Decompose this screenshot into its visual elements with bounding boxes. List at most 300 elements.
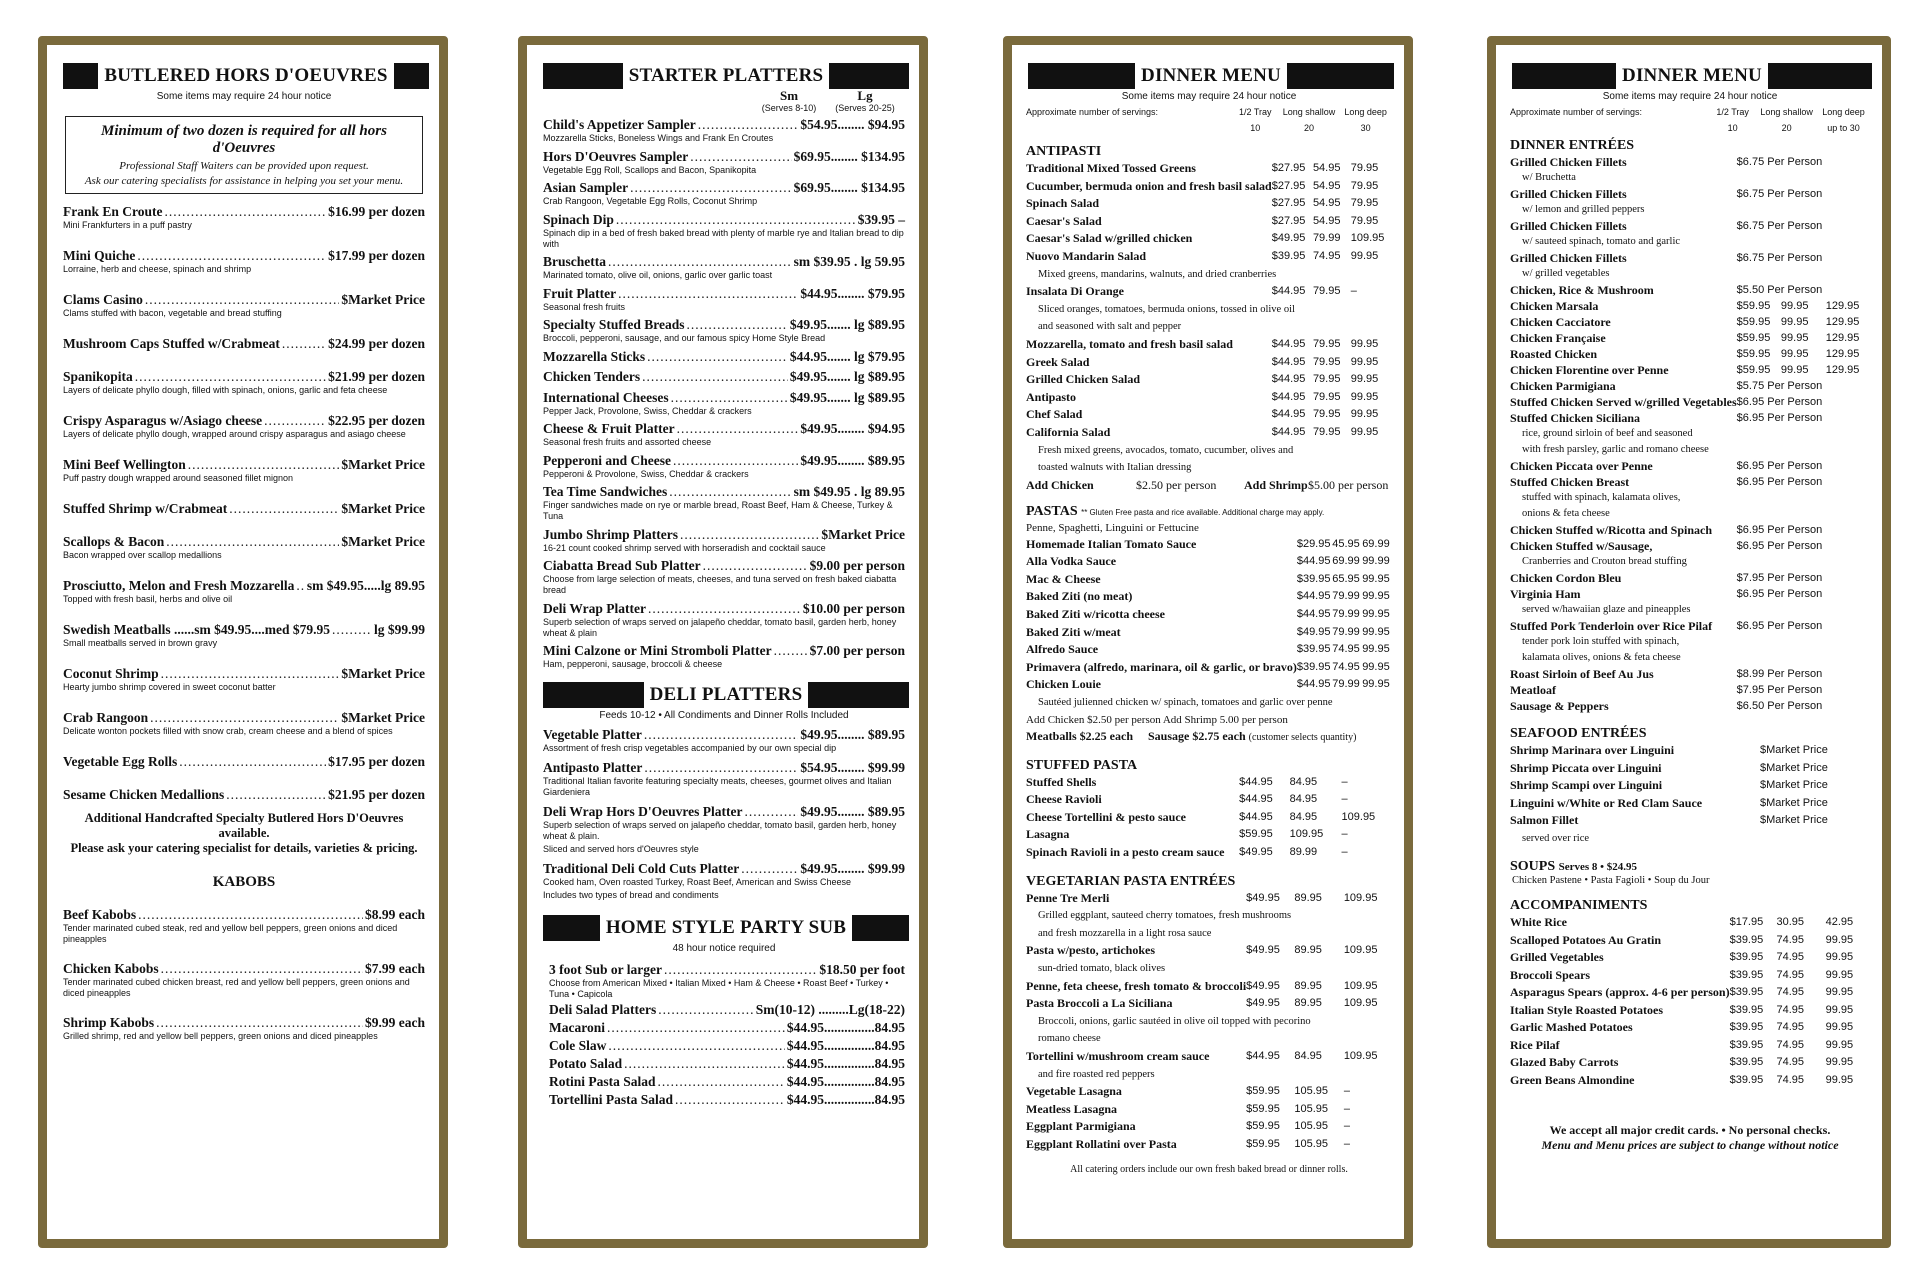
row-price: 79.95 [1312, 425, 1341, 438]
menu-item-price: lg $99.99 [373, 622, 425, 637]
menu-item [543, 349, 905, 365]
row-note: Mixed greens, mandarins, walnuts, and dried cranberries [1038, 268, 1277, 280]
row-name: Chicken Cacciatore [1510, 315, 1611, 329]
kabob-list [61, 907, 427, 1042]
leader-dots [675, 1092, 785, 1108]
row-name: Chicken Parmigiana [1510, 379, 1616, 393]
menu-item-name: Fruit Platter [543, 285, 617, 301]
menu-item-name: Spinach Dip [543, 211, 614, 227]
row-price: 99.95 [1780, 316, 1809, 328]
row-price: 74.95 [1332, 643, 1360, 656]
panel-hors-doeuvres [38, 36, 448, 1248]
row-price: 74.95 [1332, 660, 1360, 673]
row-name: Nuovo Mandarin Salad [1026, 248, 1147, 263]
menu-item-price: $69.95........ $134.95 [793, 148, 905, 164]
menu-item-line [63, 501, 425, 517]
menu-item-line [543, 861, 905, 877]
row-price: $7.95 Per Person [1736, 684, 1823, 696]
row-name: Italian Style Roasted Potatoes [1510, 1002, 1663, 1017]
row-name: Chef Salad [1026, 407, 1083, 422]
row-price: $17.95 [1729, 916, 1764, 928]
menu-item [543, 180, 905, 207]
row-price: 84.95 [1289, 775, 1318, 788]
menu-item [63, 787, 425, 803]
servings-header: Approximate number of servings: 1/2 Tray 10 Long shallow 20 Long deep up to 30 [1510, 107, 1865, 133]
panel-title: STARTER PLATTERS [628, 65, 824, 86]
row-price: 74.95 [1776, 933, 1804, 946]
menu-item-price: $22.95 per dozen [328, 413, 425, 428]
leader-dots [137, 248, 326, 264]
row-name: Penne Tre Merli [1026, 890, 1110, 905]
row-name: Eggplant Rollatini over Pasta [1026, 1136, 1177, 1151]
soups-title: SOUPS Serves 8 • $24.95 [1510, 859, 1638, 874]
menu-item-desc: Broccoli, pepperoni, sausage, and our famous spicy Home Style Bread [543, 333, 826, 343]
row-name: Glazed Baby Carrots [1510, 1055, 1619, 1069]
row-price: 99.95 [1825, 986, 1854, 998]
table-row [1026, 1030, 1392, 1048]
menu-item-desc: Includes two types of bread and condiments [543, 890, 719, 900]
leader-dots [644, 760, 798, 776]
veg-pasta-table [1026, 890, 1392, 1154]
menu-item-line [543, 453, 905, 469]
menu-item [543, 254, 905, 281]
table-row [1026, 424, 1392, 442]
menu-item-desc: Finger sandwiches made on rye or marble bread, Roast Beef, Ham & Cheese, Turkey & Tuna [543, 500, 893, 521]
menu-item-price: $49.95........ $89.95 [800, 452, 905, 468]
row-name: Penne, feta cheese, fresh tomato & broccoli [1026, 978, 1247, 993]
pastas-title: PASTAS ** Gluten Free pasta and rice available. Additional charge may apply. [1026, 503, 1325, 519]
table-row [1510, 967, 1870, 985]
party-sub-title: HOME STYLE PARTY SUB [605, 917, 847, 938]
menu-item-name: Prosciutto, Melon and Fresh Mozzarella [63, 578, 295, 593]
table-row [1510, 394, 1870, 410]
leader-dots [744, 804, 798, 820]
row-name: Baked Ziti w/meat [1026, 624, 1121, 639]
row-price: 74.95 [1776, 1056, 1804, 1068]
menu-item-price: $21.99 per dozen [328, 369, 425, 384]
menu-item-desc: Lorraine, herb and cheese, spinach and shrimp [63, 264, 252, 274]
row-price: 79.99 [1332, 608, 1360, 621]
menu-item-price: $49.95........ $94.95 [800, 421, 905, 436]
leader-dots [226, 787, 326, 803]
row-price: 79.95 [1312, 355, 1341, 368]
menu-item-line [543, 760, 905, 776]
soups-list: Chicken Pastene • Pasta Fagioli • Soup du Jour [1512, 875, 1710, 886]
row-note: romano cheese [1038, 1033, 1101, 1045]
leader-dots [229, 501, 339, 517]
row-price: 30.95 [1776, 916, 1804, 928]
menu-item [63, 710, 425, 737]
row-name: Chicken Cordon Bleu [1510, 571, 1622, 585]
row-price: 45.95 [1332, 537, 1360, 550]
row-name: Stuffed Chicken Breast [1510, 475, 1630, 489]
add-protein-row: Add Chicken $2.50 per person Add Shrimp $5.00 per person [1026, 477, 1389, 492]
menu-item-price: $49.95........ $89.95 [800, 727, 905, 742]
row-note: rice, ground sirloin of beef and seasoned [1522, 428, 1693, 439]
menu-item-desc: Small meatballs served in brown gravy [63, 638, 218, 648]
table-row [1510, 698, 1870, 714]
menu-item-line [549, 1002, 905, 1018]
row-price: 54.95 [1312, 214, 1341, 227]
row-name: Chicken Stuffed w/Ricotta and Spinach [1510, 523, 1713, 537]
menu-item-line [543, 527, 905, 543]
menu-item-price: $Market Price [341, 666, 425, 681]
row-price: $8.99 Per Person [1736, 668, 1823, 680]
row-name: Broccoli Spears [1510, 967, 1591, 982]
row-price: 65.95 [1332, 572, 1360, 585]
row-price: $Market Price [1760, 814, 1828, 826]
menu-item-desc: Clams stuffed with bacon, vegetable and bread stuffing [63, 308, 282, 318]
row-note: onions & feta cheese [1522, 508, 1610, 519]
row-name: Rice Pilaf [1510, 1037, 1560, 1052]
table-row [1026, 442, 1392, 460]
table-row [1026, 978, 1392, 996]
row-price: 99.95 [1825, 1038, 1854, 1051]
leader-dots [658, 1002, 754, 1018]
row-name: Cucumber, bermuda onion and fresh basil salad [1026, 178, 1272, 193]
row-price: $39.95 [1271, 249, 1306, 262]
leader-dots [332, 622, 372, 638]
menu-item [63, 754, 425, 770]
menu-item-desc: 16-21 count cooked shrimp served with horseradish and cocktail sauce [543, 542, 826, 553]
menu-item [543, 844, 905, 855]
row-note: tender pork loin stuffed with spinach, [1522, 636, 1680, 647]
menu-item [63, 961, 425, 999]
row-price: $49.95 [1239, 846, 1273, 858]
leader-dots [608, 1038, 785, 1054]
leader-dots [179, 754, 326, 770]
row-name: Spinach Salad [1026, 196, 1100, 211]
row-price: $44.95 [1239, 775, 1273, 788]
menu-item [63, 666, 425, 693]
table-row [1510, 154, 1870, 170]
row-price: 74.95 [1776, 968, 1804, 981]
menu-item-line [63, 578, 425, 594]
row-price: 79.95 [1350, 214, 1379, 227]
menu-item [543, 117, 905, 144]
menu-item-line [63, 787, 425, 803]
menu-item-name: International Cheeses [543, 389, 669, 405]
row-note: Cranberries and Crouton bread stuffing [1522, 556, 1687, 567]
row-price: 99.95 [1362, 590, 1390, 603]
row-price: $59.95 [1246, 1120, 1280, 1133]
leader-dots [188, 457, 340, 473]
menu-item-name: Scallops & Bacon [63, 534, 165, 549]
leader-dots [690, 149, 791, 165]
menu-item-name: Mozzarella Sticks [543, 348, 646, 364]
row-price: 99.95 [1780, 332, 1809, 344]
row-price: 79.99 [1332, 590, 1360, 603]
menu-item-desc: Mini Frankfurters in a puff pastry [63, 220, 192, 230]
row-name: Linguini w/White or Red Clam Sauce [1510, 795, 1703, 810]
table-row [1510, 522, 1870, 538]
menu-item-line [63, 292, 425, 308]
row-price: $44.95 [1271, 390, 1306, 403]
menu-item-price: $44.95....... lg $79.95 [789, 348, 905, 364]
row-price: $6.75 Per Person [1736, 252, 1823, 264]
leader-dots [264, 413, 326, 429]
menu-item-desc: Crab Rangoon, Vegetable Egg Rolls, Coconut Shrimp [543, 196, 758, 206]
row-price: 105.95 [1294, 1085, 1328, 1098]
leader-dots [630, 180, 791, 196]
row-price: 99.95 [1362, 625, 1390, 638]
menu-item-price: $9.99 each [365, 1015, 425, 1030]
minimum-notice-box [65, 116, 423, 194]
menu-item [63, 369, 425, 396]
row-price: 99.95 [1825, 1021, 1854, 1033]
table-row [1026, 907, 1392, 925]
row-price: $59.95 [1246, 1085, 1280, 1098]
menu-item-name: Mushroom Caps Stuffed w/Crabmeat [63, 336, 280, 351]
menu-item-price: $44.95...............84.95 [786, 1038, 905, 1053]
menu-item [543, 558, 905, 596]
row-price: – [1341, 775, 1348, 788]
menu-item-name: Cole Slaw [549, 1038, 607, 1053]
row-name: Insalata Di Orange [1026, 284, 1125, 299]
table-row [1510, 949, 1870, 967]
row-name: Pasta w/pesto, artichokes [1026, 943, 1155, 958]
menu-item-name: Vegetable Platter [543, 727, 642, 742]
menu-item-desc: Delicate wonton pockets filled with snow crab, cream cheese and a blend of spices [63, 726, 393, 736]
table-row [1510, 506, 1870, 522]
table-row [1510, 830, 1870, 848]
leader-dots [608, 254, 792, 270]
menu-item-line [543, 804, 905, 820]
leader-dots [165, 204, 327, 220]
table-row [1026, 641, 1392, 659]
menu-item-desc: Tender marinated cubed steak, red and yellow bell peppers, green onions and diced pineapples [63, 923, 398, 944]
seafood-title: SEAFOOD ENTRÉES [1510, 726, 1647, 741]
row-price: $44.95 [1239, 793, 1273, 806]
row-note: Sliced oranges, tomatoes, bermuda onions, tossed in olive oil [1038, 303, 1295, 315]
row-note: Sautéed julienned chicken w/ spinach, tomatoes and garlic over penne [1038, 697, 1333, 709]
row-name: Mozzarella, tomato and fresh basil salad [1026, 336, 1233, 351]
row-price: 109.95 [1343, 1049, 1378, 1062]
row-price: $39.95 [1296, 643, 1331, 656]
table-row [1026, 1048, 1392, 1066]
row-price: $59.95 [1736, 348, 1771, 360]
menu-item-price: $49.95....... lg $89.95 [789, 369, 905, 384]
row-price: $Market Price [1760, 779, 1828, 791]
menu-item-desc: Choose from large selection of meats, cheeses, and tuna served on fresh baked ciabatta bread [543, 574, 897, 595]
row-price: $44.95 [1296, 678, 1331, 691]
section-header [543, 63, 909, 89]
row-note: and seasoned with salt and pepper [1038, 321, 1182, 333]
row-price: 99.95 [1350, 408, 1379, 421]
menu-item-desc: Sliced and served hors d'Oeuvres style [543, 844, 699, 854]
menu-item-name: Crab Rangoon [63, 710, 149, 725]
table-row [1510, 1054, 1870, 1072]
menu-item-price: $24.99 per dozen [328, 336, 425, 351]
table-row [1510, 1037, 1870, 1055]
row-name: Stuffed Chicken Served w/grilled Vegetables [1510, 395, 1737, 409]
table-row [1510, 932, 1870, 950]
menu-item-name: Chicken Kabobs [63, 961, 159, 976]
menu-item-name: Swedish Meatballs ......sm $49.95....med $79.95 [63, 622, 331, 637]
veg-pasta-title: VEGETARIAN PASTA ENTRÉES [1026, 873, 1236, 889]
menu-item-line [543, 390, 905, 406]
menu-item-desc: Ham, pepperoni, sausage, broccoli & cheese [543, 659, 723, 669]
row-price: 99.95 [1350, 337, 1379, 350]
menu-item [63, 534, 425, 561]
table-row [1026, 809, 1392, 827]
menu-item-line [543, 254, 905, 270]
accompaniments-title: ACCOMPANIMENTS [1510, 898, 1648, 913]
table-row [1510, 1072, 1870, 1090]
dinner-entrees-table [1510, 154, 1870, 714]
menu-item-name: Hors D'Oeuvres Sampler [543, 148, 689, 164]
menu-item-line [63, 248, 425, 264]
menu-item-line [543, 180, 905, 196]
row-note: with fresh parsley, garlic and romano cheese [1522, 444, 1709, 455]
row-name: Asparagus Spears (approx. 4-6 per person) [1510, 985, 1730, 999]
panel-title: DINNER MENU [1622, 65, 1762, 86]
section-header [63, 63, 429, 89]
row-name: Chicken Française [1510, 331, 1606, 345]
row-price: 109.95 [1289, 828, 1324, 841]
menu-item-price: $44.95...............84.95 [786, 1020, 905, 1035]
menu-item-name: Frank En Croute [63, 204, 163, 219]
row-price: $44.95 [1271, 425, 1306, 438]
row-note: served w/hawaiian glaze and pineapples [1522, 604, 1691, 615]
row-price: $59.95 [1736, 364, 1771, 376]
row-note: and fresh mozzarella in a light rosa sauce [1038, 927, 1212, 939]
menu-item-name: Sesame Chicken Medallions [63, 787, 225, 802]
row-price: 129.95 [1825, 300, 1860, 312]
antipasti-table [1026, 160, 1392, 477]
payment-note: We accept all major credit cards. • No personal checks. Menu and Menu prices are subject to change without notice [1541, 1123, 1839, 1152]
menu-item-line [63, 1015, 425, 1031]
row-price: $49.95 [1246, 979, 1280, 992]
row-name: Lasagna [1026, 827, 1070, 842]
menu-item-line [549, 962, 905, 978]
row-note: Grilled eggplant, sauteed cherry tomatoes, fresh mushrooms [1038, 910, 1292, 922]
menu-item-price: Sm(10-12) .........Lg(18-22) [755, 1002, 905, 1017]
row-price: $29.95 [1296, 537, 1331, 550]
row-price: 79.95 [1350, 179, 1379, 192]
row-price: 99.95 [1362, 678, 1390, 691]
table-row [1026, 942, 1392, 960]
row-price: 74.95 [1776, 1038, 1804, 1051]
table-row [1510, 282, 1870, 298]
menu-item-name: Mini Beef Wellington [63, 457, 186, 472]
menu-item-desc: Grilled shrimp, red and yellow bell peppers, green onions and diced pineapples [63, 1031, 378, 1041]
dinner-entrees-title: DINNER ENTRÉES [1510, 138, 1635, 153]
row-price: 99.95 [1362, 660, 1390, 673]
section-header [1028, 63, 1394, 89]
menu-item-line [63, 961, 425, 977]
menu-item-line [63, 622, 425, 638]
row-price: $59.95 [1736, 300, 1771, 312]
leader-dots [618, 286, 798, 302]
table-row [1026, 266, 1392, 284]
row-price: $39.95 [1729, 1003, 1764, 1016]
row-price: $27.95 [1271, 179, 1306, 192]
table-row [1026, 283, 1392, 301]
additional-note: Additional Handcrafted Specialty Butlered Hors D'Oeuvres available. Please ask your catering specialist for details, varieties & pricing. [70, 811, 418, 855]
row-name: Roasted Chicken [1510, 347, 1598, 361]
row-name: Cheese Tortellini & pesto sauce [1026, 809, 1186, 824]
row-name: Grilled Chicken Salad [1026, 372, 1141, 387]
menu-item-desc: Seasonal fresh fruits [543, 301, 626, 312]
menu-item [543, 804, 905, 842]
panel-subtitle: Some items may require 24 hour notice [156, 91, 332, 102]
table-row [1026, 1118, 1392, 1136]
leader-dots [669, 484, 791, 500]
menu-item-desc: Marinated tomato, olive oil, onions, garlic over garlic toast [543, 270, 773, 280]
menu-item-price: $7.00 per person [809, 643, 905, 658]
row-price: 129.95 [1825, 348, 1860, 360]
table-row [1510, 1002, 1870, 1020]
table-row [1510, 795, 1870, 813]
menu-item [543, 527, 905, 554]
table-row [1510, 170, 1870, 186]
row-name: Spinach Ravioli in a pesto cream sauce [1026, 845, 1225, 859]
row-name: Traditional Mixed Tossed Greens [1026, 161, 1196, 175]
leader-dots [150, 710, 339, 726]
row-name: Meatless Lasagna [1026, 1101, 1117, 1116]
menu-item [63, 292, 425, 319]
table-row [1510, 586, 1870, 602]
row-price: 99.95 [1350, 249, 1379, 262]
row-price: 99.95 [1825, 1073, 1854, 1086]
table-row [1026, 1066, 1392, 1084]
table-row [1026, 826, 1392, 844]
row-price: $27.95 [1271, 214, 1306, 227]
menu-item-name: Spanikopita [63, 369, 133, 384]
menu-item-line [543, 286, 905, 302]
row-name: Chicken Piccata over Penne [1510, 459, 1653, 473]
menu-item [543, 390, 905, 417]
row-price: – [1341, 846, 1348, 858]
row-price: $Market Price [1760, 796, 1828, 809]
row-price: $5.50 Per Person [1736, 284, 1823, 296]
table-row [1510, 760, 1870, 778]
menu-item-name: Child's Appetizer Sampler [543, 117, 696, 132]
notice-line: Professional Staff Waiters can be provided upon request. [119, 160, 369, 172]
row-note: w/ Bruchetta [1522, 172, 1576, 183]
table-row [1510, 666, 1870, 682]
row-price: 79.95 [1312, 408, 1341, 421]
row-name: Baked Ziti (no meat) [1026, 589, 1133, 604]
table-row [1026, 318, 1392, 336]
row-price: 99.95 [1780, 364, 1809, 376]
menu-item-price: $44.95........ $79.95 [800, 285, 905, 301]
servings-header: Approximate number of servings: 1/2 Tray 10 Long shallow 20 Long deep 30 [1026, 107, 1387, 133]
menu-item-name: Deli Salad Platters [549, 1002, 657, 1017]
menu-item-name: Clams Casino [63, 292, 143, 307]
row-price: 99.95 [1780, 300, 1809, 312]
row-price: $44.95 [1271, 408, 1306, 421]
row-price: $7.95 Per Person [1736, 572, 1823, 584]
row-note: served over rice [1522, 832, 1590, 844]
row-name: Chicken, Rice & Mushroom [1510, 283, 1654, 297]
menu-item-desc: Bacon wrapped over scallop medallions [63, 550, 222, 560]
menu-item-line [543, 421, 905, 437]
table-row [1510, 346, 1870, 362]
row-price: 129.95 [1825, 364, 1860, 376]
menu-item-line [549, 1056, 905, 1072]
section-header [543, 682, 909, 708]
leader-dots [677, 421, 799, 437]
menu-item-price: $17.95 per dozen [328, 754, 425, 769]
leader-dots [680, 527, 819, 543]
menu-item-name: Jumbo Shrimp Platters [543, 526, 678, 542]
leader-dots [166, 534, 339, 550]
table-row [1026, 354, 1392, 372]
row-price: 79.99 [1312, 232, 1341, 245]
table-row [1026, 230, 1392, 248]
